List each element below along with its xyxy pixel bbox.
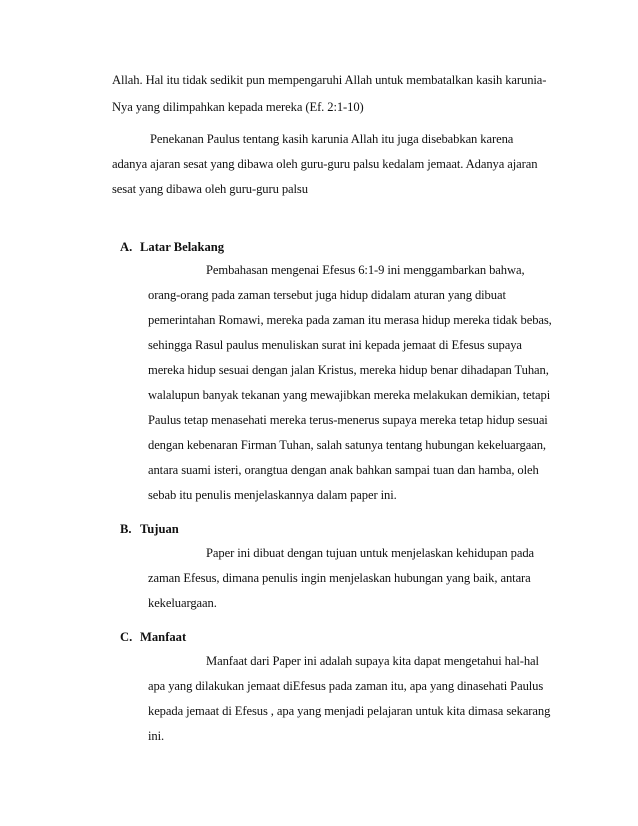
section-c-title: Manfaat — [140, 630, 187, 644]
section-c-line-2: apa yang dilakukan jemaat diEfesus pada zaman itu, apa yang dinasehati Paulus — [148, 679, 544, 693]
section-a-line-2: orang-orang pada zaman tersebut juga hidup didalam aturan yang dibuat — [148, 288, 506, 302]
section-a-title: Latar Belakang — [140, 240, 225, 254]
section-a-line-6: walalupun banyak tekanan yang mewajibkan mereka melakukan demikian, tetapi — [148, 388, 551, 402]
section-b-letter: B. — [120, 522, 132, 536]
section-b-line-2: zaman Efesus, dimana penulis ingin menjelaskan hubungan yang baik, antara — [148, 571, 531, 585]
intro-line-1: Allah. Hal itu tidak sedikit pun mempengaruhi Allah untuk membatalkan kasih karunia- — [112, 73, 547, 87]
section-a-line-10: sebab itu penulis menjelaskannya dalam paper ini. — [148, 488, 397, 502]
section-a-line-9: antara suami isteri, orangtua dengan anak bahkan sampai tuan dan hamba, oleh — [148, 463, 539, 477]
section-a-line-4: sehingga Rasul paulus menuliskan surat ini kepada jemaat di Efesus supaya — [148, 338, 522, 352]
intro-line-2: Nya yang dilimpahkan kepada mereka (Ef. 2:1-10) — [112, 100, 364, 114]
intro-line-5: sesat yang dibawa oleh guru-guru palsu — [112, 182, 308, 196]
intro-line-4: adanya ajaran sesat yang dibawa oleh guru-guru palsu kedalam jemaat. Adanya ajaran — [112, 157, 538, 171]
section-c-heading — [120, 631, 186, 644]
section-b-line-3: kekeluargaan. — [148, 596, 217, 610]
section-c-line-4: ini. — [148, 729, 165, 743]
section-b-line-1: Paper ini dibuat dengan tujuan untuk menjelaskan kehidupan pada — [206, 546, 535, 560]
section-a-letter: A. — [120, 240, 133, 254]
section-b-heading — [120, 523, 179, 536]
section-a-line-7: Paulus tetap menasehati mereka terus-menerus supaya mereka tetap hidup sesuai — [148, 413, 548, 427]
section-b-title: Tujuan — [140, 522, 179, 536]
intro-line-3: Penekanan Paulus tentang kasih karunia Allah itu juga disebabkan karena — [150, 132, 514, 146]
section-a-line-8: dengan kebenaran Firman Tuhan, salah satunya tentang hubungan kekeluargaan, — [148, 438, 546, 452]
section-a-line-3: pemerintahan Romawi, mereka pada zaman itu merasa hidup mereka tidak bebas, — [148, 313, 552, 327]
section-c-letter: C. — [120, 630, 133, 644]
section-c-line-1: Manfaat dari Paper ini adalah supaya kita dapat mengetahui hal-hal — [206, 654, 539, 668]
section-c-line-3: kepada jemaat di Efesus , apa yang menjadi pelajaran untuk kita dimasa sekarang — [148, 704, 551, 718]
section-a-line-5: mereka hidup sesuai dengan jalan Kristus, mereka hidup benar dihadapan Tuhan, — [148, 363, 549, 377]
section-a-line-1: Pembahasan mengenai Efesus 6:1-9 ini menggambarkan bahwa, — [206, 263, 525, 277]
section-a-heading — [120, 241, 224, 254]
